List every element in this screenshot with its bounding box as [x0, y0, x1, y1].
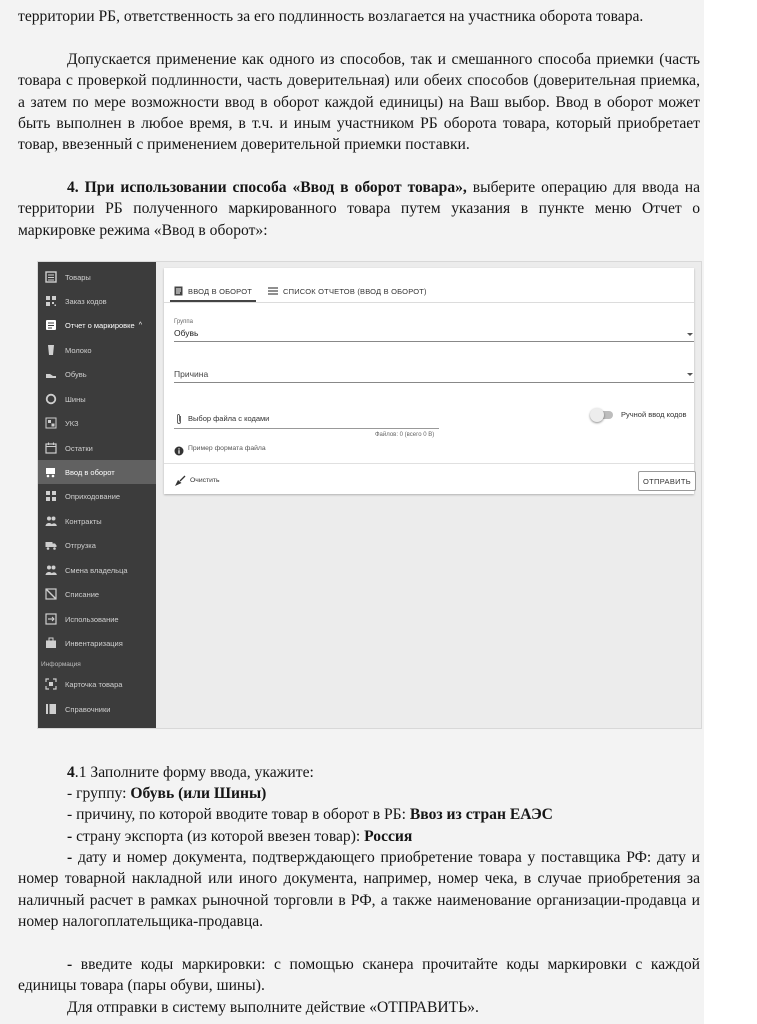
list-item-bold: Ввоз из стран ЕАЭС [409, 806, 553, 823]
sidebar-item-shipment[interactable] [38, 533, 156, 557]
tab-label: ВВОД В ОБОРОТ [188, 286, 253, 296]
sidebar-item-contracts[interactable] [38, 509, 156, 533]
sidebar-item-label: Остатки [65, 443, 93, 453]
sidebar [38, 262, 156, 728]
list-item-dash: - [67, 956, 73, 973]
sidebar-item-capitalization[interactable] [38, 484, 156, 508]
tab-label: СПИСОК ОТЧЕТОВ (ВВОД В ОБОРОТ) [283, 286, 427, 296]
group-underline [174, 341, 694, 342]
reason-underline [174, 382, 694, 383]
paragraph-3-number: 4 [67, 179, 75, 196]
milk-icon [44, 343, 58, 357]
list-item-text: - причину, по которой вводите товар в оборот в РБ: [67, 806, 410, 823]
list-item-bold: Обувь (или Шины) [130, 785, 267, 802]
file-picker-input[interactable]: Выбор файла с кодами [188, 414, 270, 423]
sidebar-item-label: Отгрузка [65, 540, 96, 550]
send-button[interactable]: ОТПРАВИТЬ [638, 471, 696, 491]
sidebar-item-usage[interactable] [38, 607, 156, 631]
info-icon [174, 443, 184, 461]
paragraph-3-rest: выберите операцию для ввода на территории РБ полученного маркированного товара путем указания в пункте меню Отчет о маркировке режима «Ввод в оборот»: [18, 179, 700, 239]
sidebar-item-label: Карточка товара [65, 679, 123, 689]
sidebar-item-inventory[interactable] [38, 631, 156, 655]
list-item-country [67, 826, 697, 847]
sidebar-item-goods[interactable] [38, 265, 156, 289]
sidebar-item-label: Инвентаризация [65, 638, 123, 648]
paragraph-1: территории РБ, ответственность за его подлинность возлагается на участника оборота товара. [18, 8, 644, 25]
list-item-text: дату и номер документа, подтверждающего приобретение товара у поставщика РФ: дату и номер товарной накладной или иного документа, например, номер чека, в случае приобретения за наличный расчет в рамках рыночной торговли в РФ, а также наименование организации-продавца и номер налогоплательщика-продавца. [18, 849, 700, 930]
list-item-codes [18, 954, 700, 997]
list-item-document [18, 847, 700, 932]
tire-icon [44, 392, 58, 406]
file-count: Файлов: 0 (всего 0 B) [375, 432, 435, 438]
manual-input-label: Ручной ввод кодов [621, 410, 687, 419]
paragraph-last: Для отправки в систему выполните действие «ОТПРАВИТЬ». [67, 999, 479, 1016]
sidebar-item-label: Справочники [65, 704, 111, 714]
transfer-icon [44, 563, 58, 577]
sidebar-item-label: Заказ кодов [65, 296, 107, 306]
people-icon [44, 514, 58, 528]
toggle-knob [590, 408, 604, 422]
list-item-dash: - [67, 849, 73, 866]
reason-select[interactable]: Причина [174, 369, 209, 379]
list-item-text: введите коды маркировки: с помощью сканера прочитайте коды маркировки с каждой единицы товара (пары обуви, шины). [18, 956, 700, 995]
scan-icon [44, 677, 58, 691]
sidebar-item-write-off[interactable] [38, 582, 156, 606]
tab-put-into-circulation[interactable] [174, 282, 252, 300]
tabs-divider [164, 302, 694, 303]
ukz-icon [44, 416, 58, 430]
sidebar-item-tires[interactable] [38, 387, 156, 411]
list-item-text: - группу: [67, 785, 131, 802]
sidebar-section-info: Информация [41, 661, 81, 668]
bag-icon [44, 636, 58, 650]
sidebar-item-label: Товары [65, 272, 91, 282]
sample-format-link[interactable]: Пример формата файла [188, 445, 266, 452]
sidebar-item-shoes[interactable] [38, 362, 156, 386]
chevron-up-icon: ^ [138, 321, 143, 329]
sidebar-item-label: Списание [65, 589, 100, 599]
sidebar-item-label: Шины [65, 394, 86, 404]
sidebar-item-references[interactable] [38, 697, 156, 721]
form-card [164, 268, 694, 494]
list-item-dash: - [67, 828, 73, 845]
sidebar-item-label: Обувь [65, 369, 87, 379]
list-item-text: страну экспорта (из которой ввезен товар): [72, 828, 365, 845]
shoe-icon [44, 367, 58, 381]
sidebar-item-put-into-circulation[interactable] [38, 460, 156, 484]
sidebar-item-order-codes[interactable] [38, 289, 156, 313]
sidebar-item-remainders[interactable] [38, 436, 156, 460]
sidebar-item-label: Использование [65, 614, 119, 624]
paragraph-3 [18, 177, 700, 241]
sidebar-item-label: Смена владельца [65, 565, 128, 575]
list-lines-icon [268, 287, 278, 295]
truck-icon [44, 538, 58, 552]
sidebar-item-milk[interactable] [38, 338, 156, 362]
chevron-down-icon[interactable] [687, 333, 693, 336]
tab-report-list[interactable] [268, 282, 427, 300]
section-4-1-heading [67, 762, 697, 783]
sidebar-item-marking-report[interactable] [38, 313, 156, 337]
actions-divider [164, 463, 694, 464]
list-item-reason [67, 804, 697, 825]
list-icon [44, 270, 58, 284]
app-screenshot [38, 262, 701, 728]
sidebar-item-label: Ввод в оборот [65, 467, 115, 477]
sidebar-item-label: Контракты [65, 516, 102, 526]
writeoff-icon [44, 587, 58, 601]
grid-icon [44, 489, 58, 503]
group-field-label: Группа [174, 319, 194, 325]
paragraph-2: Допускается применение как одного из способов, так и смешанного способа приемки (часть товара с проверкой подлинности, часть доверительная) или обеих способов (доверительная приемка, а затем по мере возможности ввод в оборот каждой единицы) на Ваш выбор. Ввод в оборот может быть выполнен в любое время, в т.ч. и иным участником РБ оборота товара, который приобретает товар, ввезенный с применением доверительной приемки поставки. [18, 51, 700, 154]
cart-icon [44, 465, 58, 479]
file-underline [174, 428, 439, 429]
sidebar-item-label: Отчет о маркировке [65, 320, 135, 330]
report-icon [44, 318, 58, 332]
sidebar-item-label: Оприходование [65, 491, 121, 501]
broom-icon[interactable] [174, 474, 186, 492]
clear-button[interactable]: Очистить [190, 477, 220, 484]
sidebar-item-label: Молоко [65, 345, 92, 355]
calendar-icon [44, 441, 58, 455]
book-icon [44, 702, 58, 716]
sidebar-item-product-card[interactable] [38, 672, 156, 696]
group-select[interactable]: Обувь [174, 328, 199, 338]
use-icon [44, 612, 58, 626]
list-item-group [67, 783, 697, 804]
section-number: 4 [67, 764, 75, 781]
sidebar-item-label: УКЗ [65, 418, 79, 428]
sidebar-item-ukz[interactable] [38, 411, 156, 435]
chevron-down-icon[interactable] [687, 373, 693, 376]
list-item-bold: Россия [364, 828, 413, 845]
qr-icon [44, 294, 58, 308]
paragraph-3-bold: . При использовании способа «Ввод в оборот товара», [74, 179, 467, 196]
sidebar-item-change-owner[interactable] [38, 558, 156, 582]
main-area [156, 262, 701, 728]
document-icon [174, 286, 183, 296]
manual-input-toggle[interactable] [590, 408, 614, 422]
section-text: .1 Заполните форму ввода, укажите: [74, 764, 314, 781]
